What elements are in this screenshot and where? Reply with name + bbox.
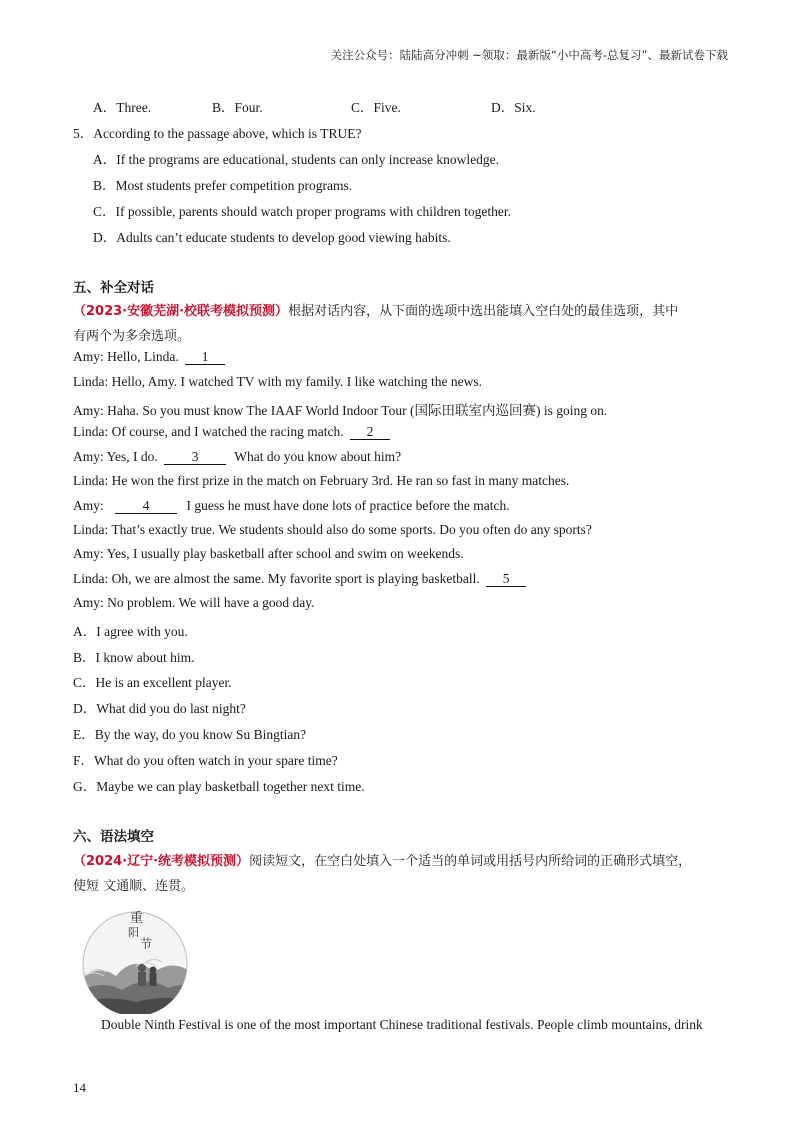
q5-option-c: C．If possible, parents should watch proper programs with children together.	[93, 204, 512, 219]
dialog-line-3: Amy: Haha. So you must know The IAAF World Indoor Tour (国际田联室内巡回赛) is going on.	[73, 403, 608, 418]
q5-stem: 5．According to the passage above, which is TRUE?	[73, 126, 362, 141]
section5-title: 五、补全对话	[73, 280, 154, 296]
blank-2: 2	[350, 425, 390, 440]
q4-option-c: C．Five.	[351, 100, 401, 115]
section5-source: （2023·安徽芜湖·校联考模拟预测）	[73, 304, 289, 319]
page-header: 关注公众号：陆陆高分冲刺 ~领取：最新版“小中高考-总复习”、最新试卷下载	[330, 48, 728, 62]
blank-3: 3	[164, 450, 226, 465]
festival-caption-text: 重	[130, 911, 144, 926]
q5-option-a: A．If the programs are educational, students can only increase knowledge.	[93, 152, 499, 167]
dialog-line-1: Amy: Hello, Linda. 1	[73, 349, 225, 365]
section5-option-b: B．I know about him.	[73, 650, 195, 665]
festival-image-icon	[76, 902, 194, 1014]
blank-5: 5	[486, 572, 526, 587]
dialog-line-8: Linda: That’s exactly true. We students should also do some sports. Do you often do any sports?	[73, 522, 592, 537]
q5-option-b: B．Most students prefer competition programs.	[93, 178, 353, 193]
section6-instruction-text: 阅读短文，在空白处填入一个适当的单词或用括号内所给词的正确形式填空，	[249, 854, 692, 869]
dialog-line-6: Linda: He won the first prize in the match on February 3rd. He ran so fast in many matches.	[73, 473, 570, 488]
dialog-line-9: Amy: Yes, I usually play basketball after school and swim on weekends.	[73, 546, 464, 561]
section5-option-e: E．By the way, do you know Su Bingtian?	[73, 727, 307, 742]
dialog-line-2: Linda: Hello, Amy. I watched TV with my family. I like watching the news.	[73, 374, 483, 389]
section5-option-d: D．What did you do last night?	[73, 701, 246, 716]
blank-4: 4	[115, 499, 177, 514]
dialog-line-5: Amy: Yes, I do. 3 What do you know about him?	[73, 449, 402, 464]
double-ninth-festival-illustration	[76, 902, 194, 1014]
svg-text:阳: 阳	[128, 926, 139, 939]
section6-instruction-line1	[73, 850, 691, 869]
section6-source: （2024·辽宁·统考模拟预测）	[73, 854, 250, 869]
section5-option-g: G．Maybe we can play basketball together next time.	[73, 779, 365, 794]
q4-option-a: A．Three.	[93, 100, 152, 115]
section5-instruction-line2: 有两个为多余选项。	[73, 329, 191, 344]
passage-line-1: Double Ninth Festival is one of the most important Chinese traditional festivals. People climb mountains, drink	[101, 1017, 703, 1032]
svg-text:节: 节	[140, 937, 153, 951]
dialog-line-10: Linda: Oh, we are almost the same. My favorite sport is playing basketball. 5	[73, 571, 526, 587]
blank-1: 1	[185, 350, 225, 365]
dialog-line-11: Amy: No problem. We will have a good day.	[73, 595, 315, 610]
dialog-line-7: Amy: 4 I guess he must have done lots of practice before the match.	[73, 498, 510, 513]
q4-option-d: D．Six.	[491, 100, 536, 115]
page-number: 14	[73, 1080, 86, 1095]
section5-instruction-text: 根据对话内容，从下面的选项中选出能填入空白处的最佳选项，其中	[288, 304, 679, 319]
q5-option-d: D．Adults can’t educate students to develop good viewing habits.	[93, 230, 451, 245]
dialog-line-4: Linda: Of course, and I watched the racing match. 2	[73, 424, 390, 440]
q4-option-b: B．Four.	[212, 100, 263, 115]
section5-instruction-line1	[73, 300, 678, 319]
section6-title: 六、语法填空	[73, 829, 154, 845]
section5-option-f: F．What do you often watch in your spare time?	[73, 753, 338, 768]
section5-option-c: C．He is an excellent player.	[73, 675, 232, 690]
section5-option-a: A．I agree with you.	[73, 624, 188, 639]
section6-instruction-line2: 使短 文通顺、连贯。	[73, 879, 195, 894]
